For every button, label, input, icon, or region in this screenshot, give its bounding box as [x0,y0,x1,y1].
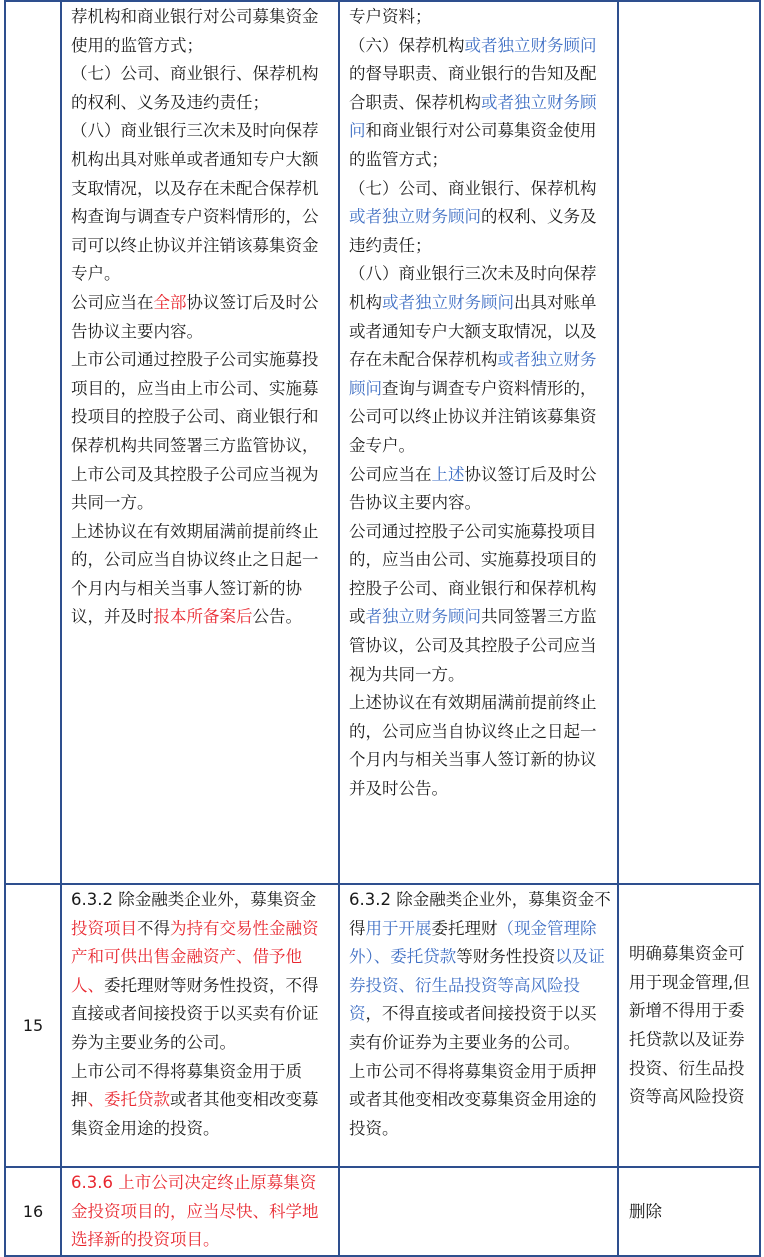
text-run: 等财务性投资 [456,947,556,967]
deleted-text: 、委托贷款 [87,1090,170,1110]
new-text-cell [339,1,618,884]
text-run: 6.3.2 除金融类企业外，募集资金 [71,890,317,909]
text-run: 荐机构和商业银行对公司募集资金使用的监管方式； [71,7,319,55]
new-text-cell [339,1167,618,1256]
text-run: （八）商业银行三次未及时向保荐机构 [349,264,597,312]
new-paragraph [349,260,611,460]
comparison-table [4,0,761,1257]
text-run: 公司应当在 [349,464,432,484]
old-paragraph [71,117,332,289]
text-run: 协议签订后及时公告协议主要内容。 [349,464,597,513]
added-text: 或者独立财务顾问 [349,207,481,227]
old-paragraph [71,3,332,60]
new-text-cell [339,884,618,1167]
new-paragraph [349,175,611,261]
text-run: 不得 [137,918,170,938]
deleted-text: 投资项目 [71,918,137,938]
new-paragraph [349,886,611,1058]
text-run: 公告。 [252,607,302,627]
new-paragraph [349,32,611,175]
text-run: 上述协议在有效期届满前提前终止的，公司应当自协议终止之日起一个月内与相关当事人签订新的协议，并及时 [71,521,319,627]
added-text: 上述 [431,464,465,484]
new-paragraph [349,518,611,690]
text-run: 公司应当在 [71,292,154,312]
text-run: ，不得直接或者间接投资于以买卖有价证券为主要业务的公司。 [349,1004,597,1052]
row-number: 16 [5,1167,61,1256]
added-text: 或者独立财务顾问 [464,35,597,55]
text-run: 上市公司通过控股子公司实施募投项目的，应当由上市公司、实施募投项目的控股子公司、商业银行和保荐机构共同签署三方监管协议，上市公司及其控股子公司应当视为共同一方。 [71,350,319,513]
text-run: 查询与调查专户资料情形的，公司可以终止协议并注销该募集资金专户。 [349,378,597,455]
text-run: 6.3.2 除金融类企业外，募集资金不得 [349,890,611,938]
old-paragraph [71,1058,332,1144]
text-run: （八）商业银行三次未及时向保荐机构出具对账单或者通知专户大额支取情况，以及存在未配合保荐机构查询与调查专户资料情形的，公司可以终止协议并注销该募集资金专户。 [71,121,319,284]
text-run: 或者其他变相改变募集资金用途的投资。 [71,1090,319,1138]
added-text: 者独立财务顾问 [365,607,481,627]
text-run: 上市公司不得将募集资金用于质押或者其他变相改变募集资金用途的投资。 [349,1061,597,1138]
text-run: （七）公司、商业银行、保荐机构的权利、义务及违约责任； [71,64,319,112]
old-paragraph [71,1169,332,1255]
added-text: 以及证券投资、衍生品投资等高风险投资 [349,947,605,1024]
text-run: 公司通过控股子公司实施募投项目的，应当由公司、实施募投项目的控股子公司、商业银行和保荐机构或 [349,521,597,627]
text-run: 上市公司不得将募集资金用于质押 [71,1061,302,1110]
text-run: 上述协议在有效期届满前提前终止的，公司应当自协议终止之日起一个月内与相关当事人签订新的协议并及时公告。 [349,693,597,799]
added-text: （现金管理除外）、委托贷款 [349,918,597,967]
added-text: 或者独立财务顾问 [349,350,597,398]
deleted-text: 为持有交易性金融资产和可供出售金融资产、借予他人、 [71,918,319,995]
new-paragraph [349,1058,611,1144]
added-text: 或者独立财务顾问 [349,92,597,141]
text-run: 委托理财 [431,918,498,938]
added-text: 或者独立财务顾问 [382,292,514,312]
text-run: （七）公司、商业银行、保荐机构 [349,178,597,198]
old-paragraph [71,518,332,632]
text-run: 出具对账单或者通知专户大额支取情况，以及存在未配合保荐机构 [349,292,597,370]
text-run: 共同签署三方监管协议，公司及其控股子公司应当视为共同一方。 [349,607,597,684]
added-text: 用于开展 [365,918,432,938]
row-number: 15 [5,884,61,1167]
deleted-text: 报本所备案后 [153,607,253,627]
old-text-cell [61,884,339,1167]
note-cell: 明确募集资金可用于现金管理,但新增不得用于委托贷款以及证券投资、衍生品投资等高风险投资 [618,884,760,1167]
text-run: 委托理财等财务性投资，不得直接或者间接投资于以买卖有价证券为主要业务的公司。 [71,975,319,1052]
old-paragraph [71,60,332,117]
deleted-text: 6.3.6 上市公司决定终止原募集资金投资项目的，应当尽快、科学地选择新的投资项目。 [71,1173,319,1250]
deleted-text: 全部 [153,292,187,312]
text-run: （六）保荐机构 [349,35,465,55]
table-row [5,1167,760,1256]
note-cell: 删除 [618,1167,760,1256]
new-paragraph [349,689,611,803]
old-paragraph [71,289,332,346]
old-paragraph [71,346,332,518]
table-row [5,1,760,884]
new-paragraph [349,3,611,32]
row-number [5,1,61,884]
new-paragraph [349,461,611,518]
text-run: 和商业银行对公司募集资金使用的监管方式； [349,121,597,169]
note-cell [618,1,760,884]
table-row [5,884,760,1167]
old-paragraph [71,886,332,1058]
text-run: 的权利、义务及违约责任； [349,207,597,255]
text-run: 专户资料； [349,7,432,26]
text-run: 协议签订后及时公告协议主要内容。 [71,292,319,341]
text-run: 的督导职责、商业银行的告知及配合职责、保荐机构 [349,64,597,112]
old-text-cell [61,1,339,884]
old-text-cell [61,1167,339,1256]
